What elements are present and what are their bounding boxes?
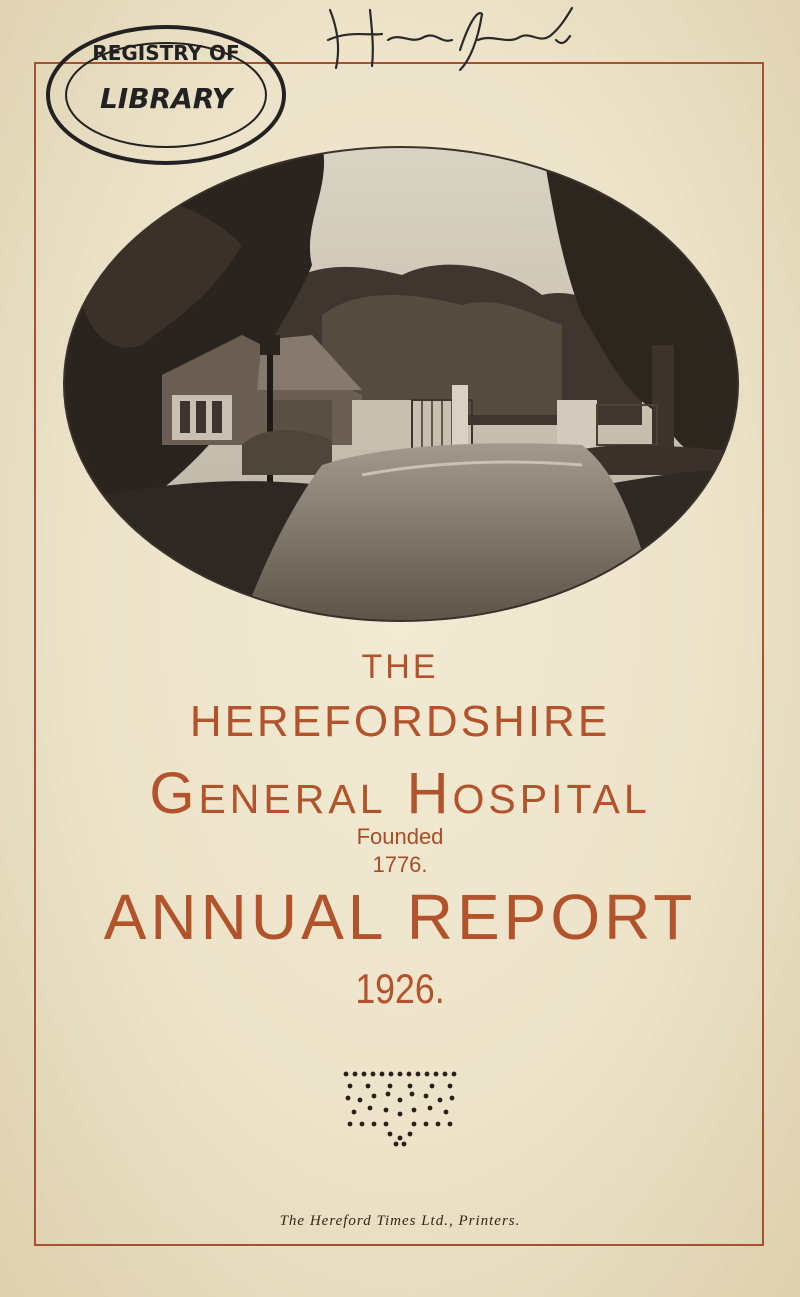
- ornament-dot: [360, 1122, 365, 1127]
- ornament-dot: [398, 1072, 403, 1077]
- ornament-dot: [366, 1084, 371, 1089]
- ornament-dot: [408, 1084, 413, 1089]
- ornament-dot: [407, 1072, 412, 1077]
- ornament-dot: [402, 1142, 407, 1147]
- ornament-dot: [358, 1098, 363, 1103]
- ornament-dot: [428, 1106, 433, 1111]
- ornament-dot: [386, 1092, 391, 1097]
- ornament-dot: [380, 1072, 385, 1077]
- ornament-dot: [444, 1110, 449, 1115]
- ornament-dot: [346, 1096, 351, 1101]
- ornament-dot: [348, 1084, 353, 1089]
- ornament-dot: [388, 1084, 393, 1089]
- ornament-dot: [424, 1122, 429, 1127]
- ornament-dot: [372, 1122, 377, 1127]
- title-general-hospital: General Hospital: [149, 761, 651, 826]
- ornament-dot: [425, 1072, 430, 1077]
- ornament-dot: [448, 1084, 453, 1089]
- ornament-dot: [394, 1142, 399, 1147]
- stamp-line-1: REGISTRY OF: [92, 41, 240, 65]
- ornament-dot: [448, 1122, 453, 1127]
- ornament-dot: [430, 1084, 435, 1089]
- ornament-dot: [452, 1072, 457, 1077]
- ornament-dot: [371, 1072, 376, 1077]
- ornament-dot: [450, 1096, 455, 1101]
- report-year: 1926.: [355, 965, 445, 1012]
- ornament-dot: [362, 1072, 367, 1077]
- ornament-dot: [348, 1122, 353, 1127]
- handwritten-signature: [310, 0, 590, 75]
- ornament-dot: [434, 1072, 439, 1077]
- ornament-dot: [398, 1112, 403, 1117]
- ornament-dot: [352, 1110, 357, 1115]
- ornament-dot: [443, 1072, 448, 1077]
- founded-label: Founded: [356, 824, 444, 849]
- annual-report-heading: ANNUAL REPORT: [103, 881, 697, 953]
- ornament-dot: [388, 1132, 393, 1137]
- title-the: THE: [361, 648, 439, 686]
- decorative-ornament: [340, 1068, 460, 1148]
- ornament-dot: [436, 1122, 441, 1127]
- ornament-dot: [398, 1098, 403, 1103]
- ornament-dot: [410, 1092, 415, 1097]
- ornament-dot: [372, 1094, 377, 1099]
- ornament-dot: [398, 1136, 403, 1141]
- ornament-dot: [424, 1094, 429, 1099]
- title-herefordshire: HEREFORDSHIRE: [189, 697, 611, 746]
- ornament-dot: [412, 1108, 417, 1113]
- ornament-dot: [384, 1108, 389, 1113]
- ornament-dot: [408, 1132, 413, 1137]
- ornament-dot: [368, 1106, 373, 1111]
- ornament-dot: [416, 1072, 421, 1077]
- ornament-dot: [412, 1122, 417, 1127]
- ornament-dot: [389, 1072, 394, 1077]
- stamp-line-2: LIBRARY: [99, 82, 233, 115]
- ornament-dot: [384, 1122, 389, 1127]
- printer-credit: The Hereford Times Ltd., Printers.: [279, 1213, 521, 1229]
- ornament-dot: [353, 1072, 358, 1077]
- founded-year: 1776.: [372, 852, 428, 877]
- border-bottom: [34, 1244, 764, 1246]
- hospital-lodge-photo: [62, 145, 740, 623]
- ornament-dot: [438, 1098, 443, 1103]
- ornament-dot: [344, 1072, 349, 1077]
